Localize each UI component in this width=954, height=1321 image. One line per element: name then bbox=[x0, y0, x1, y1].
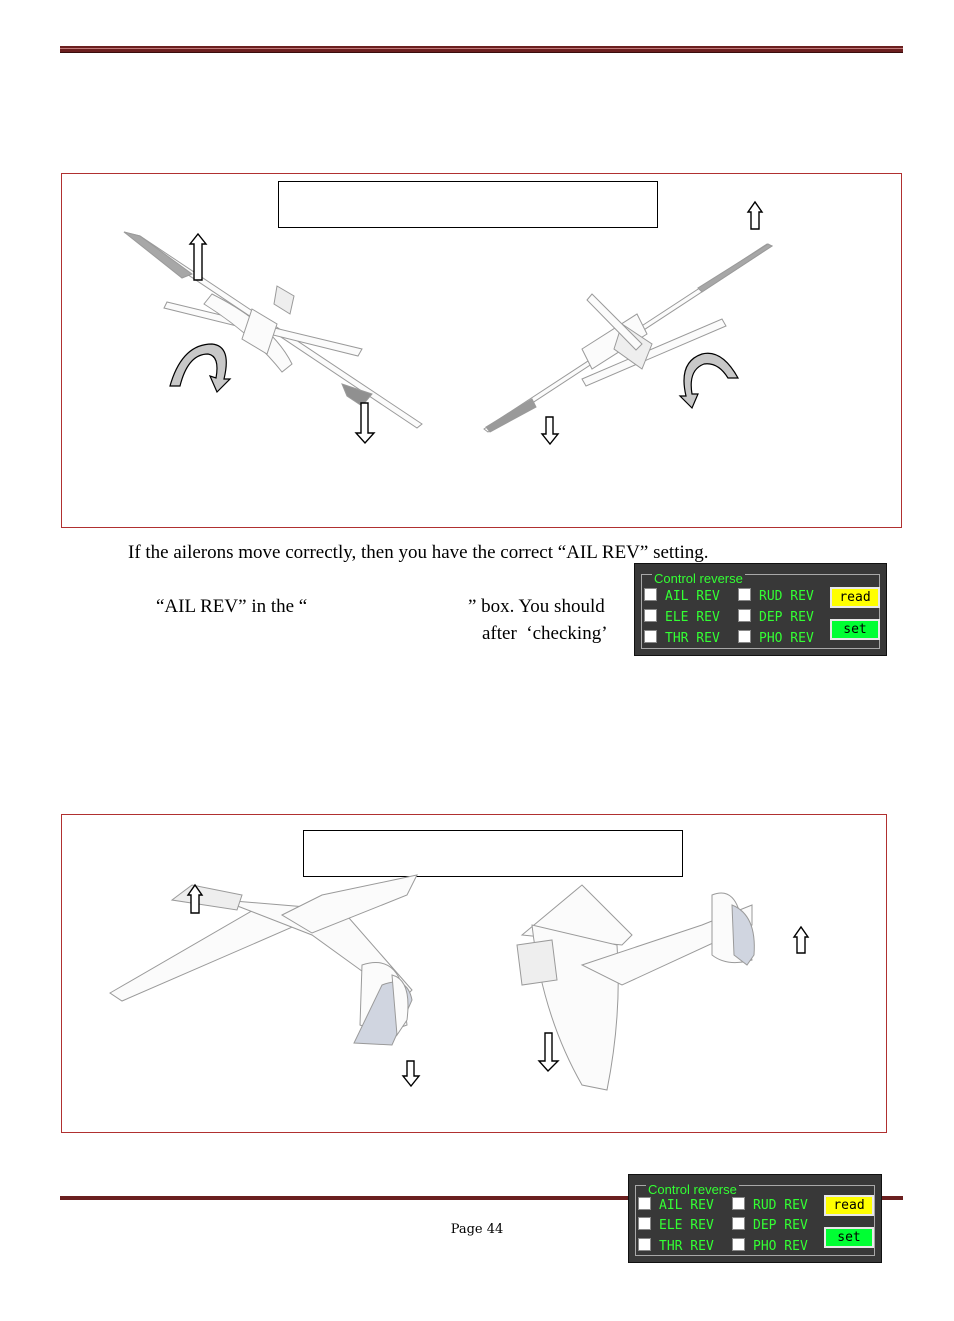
aircraft-left-image bbox=[124, 232, 422, 428]
aileron-illustration bbox=[62, 174, 901, 527]
dep-rev-option-2[interactable]: DEP REV bbox=[732, 1217, 808, 1234]
ele-rev-option-2[interactable]: ELE REV bbox=[638, 1217, 714, 1234]
dep-rev-checkbox[interactable] bbox=[738, 609, 751, 622]
pho-rev-checkbox[interactable] bbox=[738, 630, 751, 643]
pho-rev-option[interactable]: PHO REV bbox=[738, 630, 814, 647]
control-reverse-panel-2 bbox=[628, 1174, 882, 1263]
paragraph-line-2a: “AIL REV” in the “ bbox=[156, 596, 308, 617]
ele-rev-checkbox[interactable] bbox=[644, 609, 657, 622]
rud-rev-checkbox[interactable] bbox=[738, 588, 751, 601]
control-reverse-panel bbox=[634, 563, 887, 656]
dep-rev-option[interactable]: DEP REV bbox=[738, 609, 814, 626]
aileron-figure bbox=[61, 173, 902, 528]
rud-rev-option[interactable]: RUD REV bbox=[738, 588, 814, 605]
elevator-illustration bbox=[62, 815, 886, 1132]
control-reverse-title: Control reverse bbox=[654, 571, 743, 586]
ail-rev-option[interactable]: AIL REV bbox=[644, 588, 720, 605]
ail-rev-option-2[interactable]: AIL REV bbox=[638, 1197, 714, 1214]
paragraph-line-1: If the ailerons move correctly, then you have the correct “AIL REV” setting. bbox=[128, 542, 709, 563]
header-rule bbox=[60, 46, 903, 53]
rud-rev-option-2[interactable]: RUD REV bbox=[732, 1197, 808, 1214]
pho-rev-option-2[interactable]: PHO REV bbox=[732, 1238, 808, 1255]
thr-rev-option[interactable]: THR REV bbox=[644, 630, 720, 647]
pho-rev-checkbox-2[interactable] bbox=[732, 1238, 745, 1251]
set-button[interactable]: set bbox=[830, 619, 880, 640]
ail-rev-checkbox-2[interactable] bbox=[638, 1197, 651, 1210]
thr-rev-checkbox[interactable] bbox=[644, 630, 657, 643]
rud-rev-checkbox-2[interactable] bbox=[732, 1197, 745, 1210]
paragraph-line-3: after ‘checking’ bbox=[482, 623, 608, 644]
thr-rev-option-2[interactable]: THR REV bbox=[638, 1238, 714, 1255]
ele-rev-option[interactable]: ELE REV bbox=[644, 609, 720, 626]
set-button-2[interactable]: set bbox=[824, 1227, 874, 1248]
page-number: Page 44 bbox=[450, 1222, 504, 1237]
elevator-figure bbox=[61, 814, 887, 1133]
aircraft-right-image bbox=[484, 244, 772, 432]
thr-rev-checkbox-2[interactable] bbox=[638, 1238, 651, 1251]
paragraph-line-2b: ” box. You should bbox=[468, 596, 605, 617]
ail-rev-checkbox[interactable] bbox=[644, 588, 657, 601]
read-button-2[interactable]: read bbox=[824, 1195, 874, 1216]
aircraft-left-tail-image bbox=[110, 875, 417, 1045]
read-button[interactable]: read bbox=[830, 587, 880, 608]
control-reverse-title-2: Control reverse bbox=[648, 1182, 737, 1197]
